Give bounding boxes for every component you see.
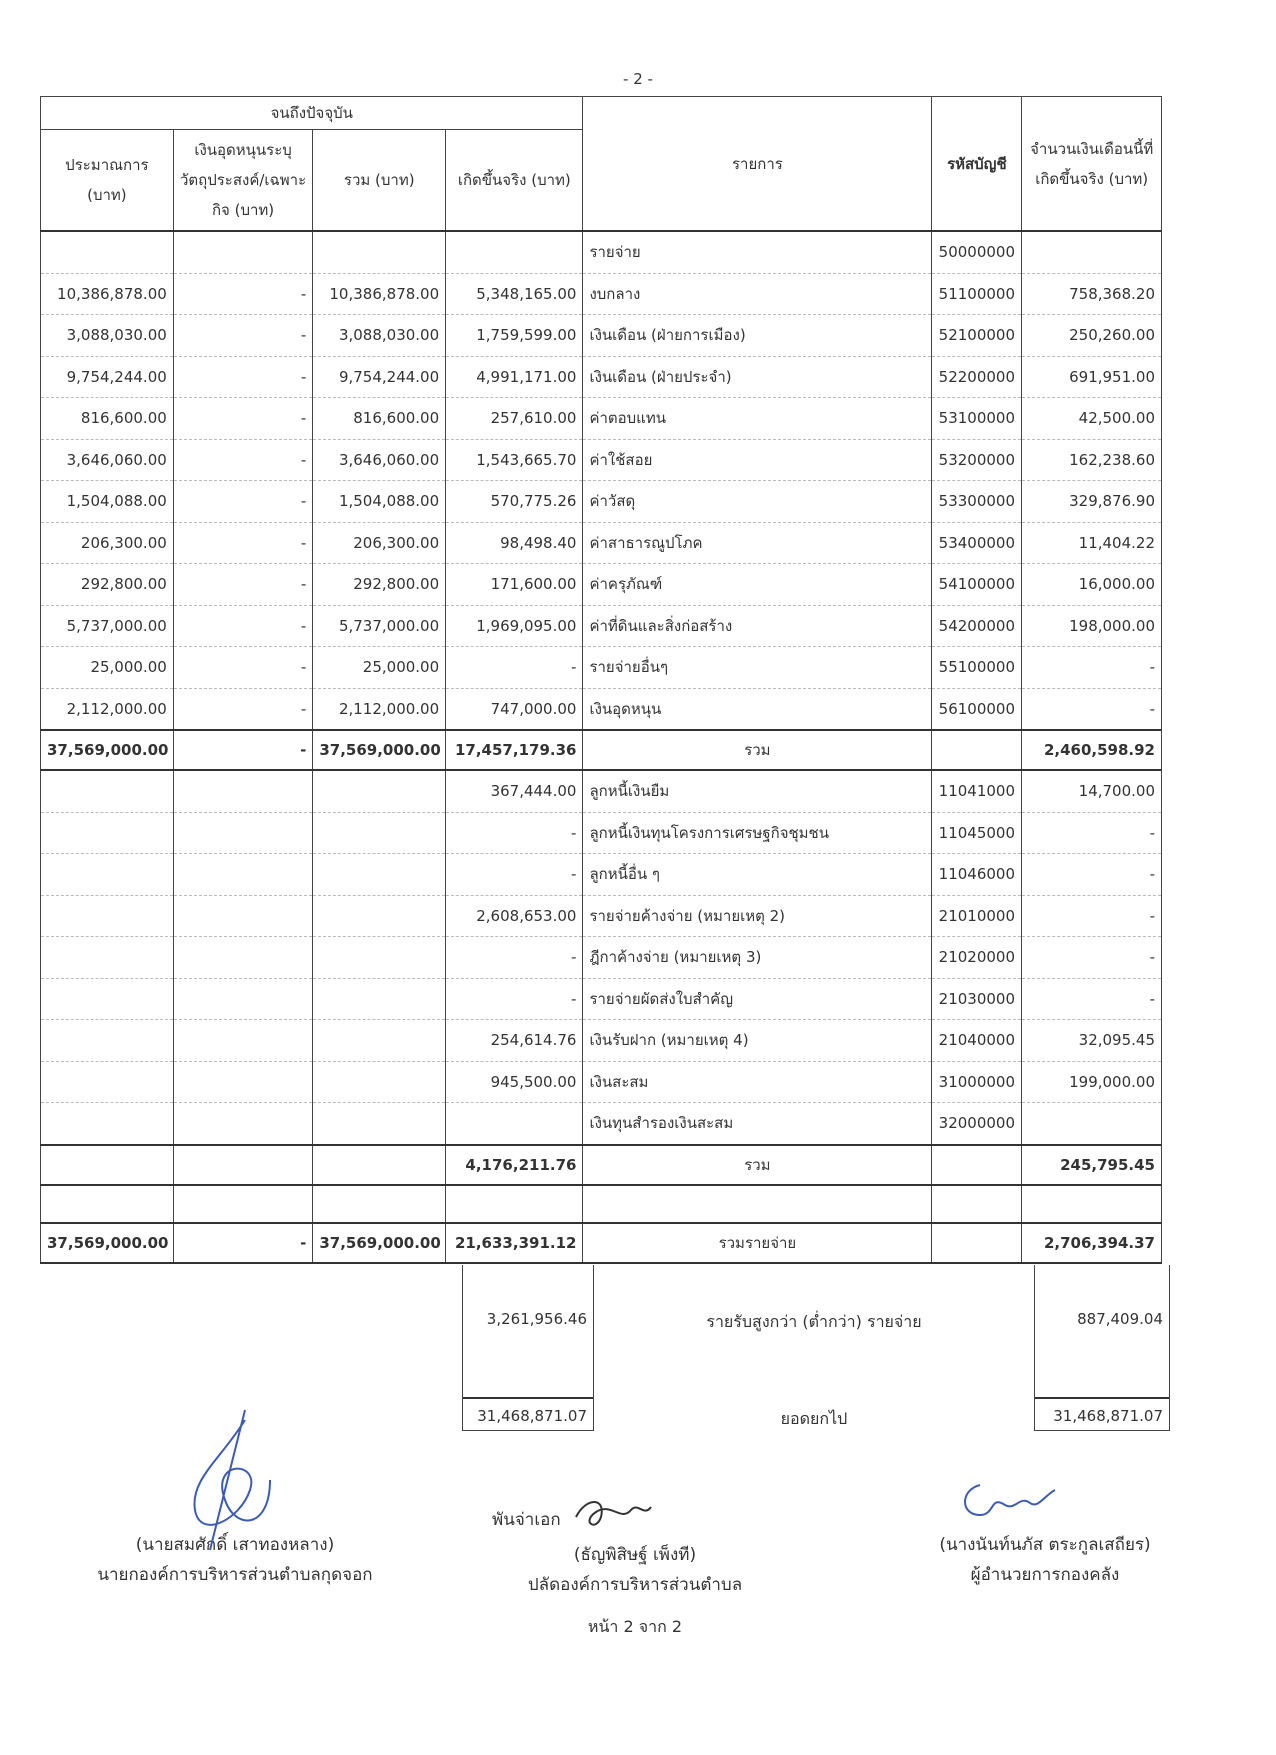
total-cell: 816,600.00 <box>313 398 446 440</box>
empty-cell <box>313 812 446 854</box>
actual-cell: - <box>446 854 583 896</box>
estimate-column-header: ประมาณการ (บาท) <box>41 130 174 232</box>
total-label-cell: รวม <box>583 1145 932 1185</box>
item-cell: เงินอุดหนุน <box>583 688 932 730</box>
signature-block-finance <box>880 1530 1210 1590</box>
empty-cell <box>173 1020 313 1062</box>
empty-cell <box>173 1145 313 1185</box>
actual-column-header: เกิดขึ้นจริง (บาท) <box>446 130 583 232</box>
month-cell: - <box>1022 812 1162 854</box>
total-cell: 2,112,000.00 <box>313 688 446 730</box>
other-row <box>41 895 1162 937</box>
total-cell: 5,737,000.00 <box>313 605 446 647</box>
empty-cell <box>41 1020 174 1062</box>
finance-title: ผู้อำนวยการกองคลัง <box>970 1565 1120 1585</box>
empty-cell <box>173 770 313 812</box>
code-cell: 11045000 <box>932 812 1022 854</box>
summary-block <box>462 1265 1172 1430</box>
code-cell: 51100000 <box>932 273 1022 315</box>
estimate-cell: 1,504,088.00 <box>41 481 174 523</box>
estimate-cell: 10,386,878.00 <box>41 273 174 315</box>
total-cell: 25,000.00 <box>313 647 446 689</box>
expense-header-row <box>41 231 1162 273</box>
actual-cell: 1,969,095.00 <box>446 605 583 647</box>
page-footer: หน้า 2 จาก 2 <box>587 1617 683 1636</box>
code-cell: 52100000 <box>932 315 1022 357</box>
actual-cell: 257,610.00 <box>446 398 583 440</box>
actual-cell: - <box>446 812 583 854</box>
month-cell: - <box>1022 895 1162 937</box>
empty-cell <box>313 1020 446 1062</box>
estimate-cell: 206,300.00 <box>41 522 174 564</box>
total-cell: 1,504,088.00 <box>313 481 446 523</box>
subsidy-cell: - <box>173 564 313 606</box>
item-cell: ค่าสาธารณูปโภค <box>583 522 932 564</box>
code-cell: 53100000 <box>932 398 1022 440</box>
empty-cell <box>41 937 174 979</box>
empty-cell <box>173 1185 313 1223</box>
grand-total-label-cell: รวมรายจ่าย <box>583 1223 932 1263</box>
item-column-header: รายการ <box>583 97 932 232</box>
other-row <box>41 812 1162 854</box>
item-cell: ลูกหนี้เงินทุนโครงการเศรษฐกิจชุมชน <box>583 812 932 854</box>
empty-cell <box>173 937 313 979</box>
mayor-title: นายกองค์การบริหารส่วนตำบลกุดจอก <box>97 1565 373 1585</box>
empty-cell <box>446 1185 583 1223</box>
actual-cell: 367,444.00 <box>446 770 583 812</box>
actual-total-cell: 17,457,179.36 <box>446 730 583 770</box>
empty-cell <box>446 231 583 273</box>
estimate-cell: 292,800.00 <box>41 564 174 606</box>
total-cell: 10,386,878.00 <box>313 273 446 315</box>
code-cell: 53300000 <box>932 481 1022 523</box>
month-cell: 11,404.22 <box>1022 522 1162 564</box>
expense-row <box>41 315 1162 357</box>
code-cell: 54200000 <box>932 605 1022 647</box>
empty-cell <box>41 231 174 273</box>
total-total-cell: 37,569,000.00 <box>313 730 446 770</box>
other-row <box>41 978 1162 1020</box>
actual-cell: 4,991,171.00 <box>446 356 583 398</box>
code-cell: 56100000 <box>932 688 1022 730</box>
surplus-month: 887,409.04 <box>1077 1310 1163 1328</box>
code-cell: 52200000 <box>932 356 1022 398</box>
code-cell: 21030000 <box>932 978 1022 1020</box>
empty-cell <box>313 895 446 937</box>
other-total-row <box>41 1145 1162 1185</box>
item-cell: รายจ่ายค้างจ่าย (หมายเหตุ 2) <box>583 895 932 937</box>
empty-cell <box>41 1185 174 1223</box>
actual-cell: 98,498.40 <box>446 522 583 564</box>
item-cell: ค่าตอบแทน <box>583 398 932 440</box>
month-cell: 758,368.20 <box>1022 273 1162 315</box>
empty-cell <box>1022 1185 1162 1223</box>
expense-row <box>41 605 1162 647</box>
empty-cell <box>313 1061 446 1103</box>
empty-cell <box>313 231 446 273</box>
chief-rank: พันจ่าเอก <box>470 1500 800 1540</box>
item-cell: ค่าใช้สอย <box>583 439 932 481</box>
item-cell: เงินทุนสำรองเงินสะสม <box>583 1103 932 1145</box>
summary-divider <box>463 1397 593 1399</box>
estimate-total-cell: 37,569,000.00 <box>41 730 174 770</box>
empty-cell <box>41 812 174 854</box>
expense-row <box>41 647 1162 689</box>
month-cell: - <box>1022 688 1162 730</box>
actual-cell: 570,775.26 <box>446 481 583 523</box>
item-cell: ค่าที่ดินและสิ่งก่อสร้าง <box>583 605 932 647</box>
actual-cell: 171,600.00 <box>446 564 583 606</box>
page-number-top: - 2 - <box>623 70 653 88</box>
month-cell: 250,260.00 <box>1022 315 1162 357</box>
month-cell: 198,000.00 <box>1022 605 1162 647</box>
total-cell: 3,646,060.00 <box>313 439 446 481</box>
actual-cell <box>446 1103 583 1145</box>
spacer-row <box>41 1185 1162 1223</box>
empty-cell <box>41 1145 174 1185</box>
empty-cell <box>313 978 446 1020</box>
code-cell: 21020000 <box>932 937 1022 979</box>
subsidy-cell: - <box>173 647 313 689</box>
empty-cell <box>41 854 174 896</box>
item-cell: เงินเดือน (ฝ่ายการเมือง) <box>583 315 932 357</box>
month-grand-total-cell: 2,706,394.37 <box>1022 1223 1162 1263</box>
actual-cell: 5,348,165.00 <box>446 273 583 315</box>
subsidy-column-header: เงินอุดหนุนระบุวัตถุประสงค์/เฉพาะกิจ (บาท) <box>173 130 313 232</box>
surplus-label: รายรับสูงกว่า (ต่ำกว่า) รายจ่าย <box>706 1312 922 1331</box>
empty-cell <box>41 1103 174 1145</box>
month-cell: - <box>1022 854 1162 896</box>
other-row <box>41 854 1162 896</box>
surplus-actual: 3,261,956.46 <box>486 1310 587 1328</box>
subsidy-cell: - <box>173 605 313 647</box>
subsidy-cell: - <box>173 273 313 315</box>
empty-cell <box>41 978 174 1020</box>
item-cell: งบกลาง <box>583 273 932 315</box>
month-cell: 329,876.90 <box>1022 481 1162 523</box>
estimate-grand-total-cell: 37,569,000.00 <box>41 1223 174 1263</box>
month-cell: 691,951.00 <box>1022 356 1162 398</box>
actual-cell: 1,759,599.00 <box>446 315 583 357</box>
month-column-header: จำนวนเงินเดือนนี้ที่เกิดขึ้นจริง (บาท) <box>1022 97 1162 232</box>
total-cell: 206,300.00 <box>313 522 446 564</box>
carry-actual: 31,468,871.07 <box>477 1407 587 1425</box>
summary-actual-box <box>462 1265 594 1431</box>
empty-cell <box>41 770 174 812</box>
other-row <box>41 1103 1162 1145</box>
total-cell: 3,088,030.00 <box>313 315 446 357</box>
subsidy-cell: - <box>173 356 313 398</box>
estimate-cell: 2,112,000.00 <box>41 688 174 730</box>
empty-cell <box>1022 231 1162 273</box>
summary-divider <box>1035 1397 1169 1399</box>
empty-cell <box>173 854 313 896</box>
estimate-cell: 5,737,000.00 <box>41 605 174 647</box>
other-row <box>41 937 1162 979</box>
actual-grand-total-cell: 21,633,391.12 <box>446 1223 583 1263</box>
other-row <box>41 1020 1162 1062</box>
code-cell: 32000000 <box>932 1103 1022 1145</box>
month-cell: 162,238.60 <box>1022 439 1162 481</box>
actual-cell: - <box>446 647 583 689</box>
empty-cell <box>173 812 313 854</box>
total-column-header: รวม (บาท) <box>313 130 446 232</box>
empty-cell <box>173 231 313 273</box>
actual-cell: - <box>446 937 583 979</box>
code-cell: 54100000 <box>932 564 1022 606</box>
summary-month-box <box>1034 1265 1170 1431</box>
expense-row <box>41 439 1162 481</box>
month-cell: - <box>1022 647 1162 689</box>
expense-header-code: 50000000 <box>932 231 1022 273</box>
code-cell: 53200000 <box>932 439 1022 481</box>
item-cell: รายจ่ายผัดส่งใบสำคัญ <box>583 978 932 1020</box>
empty-cell <box>313 854 446 896</box>
subsidy-cell: - <box>173 315 313 357</box>
code-cell: 31000000 <box>932 1061 1022 1103</box>
estimate-cell: 25,000.00 <box>41 647 174 689</box>
code-cell: 11041000 <box>932 770 1022 812</box>
expense-row <box>41 522 1162 564</box>
actual-cell: 254,614.76 <box>446 1020 583 1062</box>
expense-row <box>41 481 1162 523</box>
empty-cell <box>41 895 174 937</box>
expense-header-label: รายจ่าย <box>583 231 932 273</box>
handwritten-signature-icon <box>150 1400 310 1560</box>
mayor-name: (นายสมศักดิ์ เสาทองหลาง) <box>135 1535 335 1555</box>
code-cell: 11046000 <box>932 854 1022 896</box>
expense-row <box>41 356 1162 398</box>
subsidy-grand-total-cell: - <box>173 1223 313 1263</box>
grand-total-row <box>41 1223 1162 1263</box>
total-label-cell: รวม <box>583 730 932 770</box>
other-row <box>41 770 1162 812</box>
item-cell: รายจ่ายอื่นๆ <box>583 647 932 689</box>
total-cell: 9,754,244.00 <box>313 356 446 398</box>
actual-cell: 945,500.00 <box>446 1061 583 1103</box>
to-date-group-header: จนถึงปัจจุบัน <box>41 97 583 130</box>
item-cell: ลูกหนี้อื่น ๆ <box>583 854 932 896</box>
empty-cell <box>173 1103 313 1145</box>
other-row <box>41 1061 1162 1103</box>
month-cell: 32,095.45 <box>1022 1020 1162 1062</box>
code-cell: 55100000 <box>932 647 1022 689</box>
subsidy-cell: - <box>173 398 313 440</box>
handwritten-signature-icon <box>566 1492 656 1532</box>
code-cell: 53400000 <box>932 522 1022 564</box>
signature-block-mayor <box>70 1530 400 1590</box>
item-cell: ค่าวัสดุ <box>583 481 932 523</box>
month-cell: 42,500.00 <box>1022 398 1162 440</box>
item-cell: เงินเดือน (ฝ่ายประจำ) <box>583 356 932 398</box>
empty-cell <box>173 895 313 937</box>
expense-row <box>41 273 1162 315</box>
month-cell: 199,000.00 <box>1022 1061 1162 1103</box>
subsidy-cell: - <box>173 481 313 523</box>
empty-cell <box>932 1185 1022 1223</box>
actual-cell: - <box>446 978 583 1020</box>
empty-cell <box>41 1061 174 1103</box>
code-cell: 21040000 <box>932 1020 1022 1062</box>
actual-total-cell: 4,176,211.76 <box>446 1145 583 1185</box>
empty-cell <box>173 1061 313 1103</box>
item-cell: ฎีกาค้างจ่าย (หมายเหตุ 3) <box>583 937 932 979</box>
chief-title: ปลัดองค์การบริหารส่วนตำบล <box>527 1575 743 1595</box>
carry-label: ยอดยกไป <box>780 1409 848 1428</box>
subsidy-total-cell: - <box>173 730 313 770</box>
signature-block-chief <box>470 1500 800 1642</box>
expense-row <box>41 688 1162 730</box>
empty-cell <box>313 1145 446 1185</box>
finance-name: (นางนันท์นภัส ตระกูลเสถียร) <box>939 1535 1151 1555</box>
total-grand-total-cell: 37,569,000.00 <box>313 1223 446 1263</box>
month-cell <box>1022 1103 1162 1145</box>
actual-cell: 747,000.00 <box>446 688 583 730</box>
month-cell: - <box>1022 978 1162 1020</box>
month-cell: 16,000.00 <box>1022 564 1162 606</box>
empty-cell <box>932 730 1022 770</box>
empty-cell <box>932 1223 1022 1263</box>
subsidy-cell: - <box>173 522 313 564</box>
estimate-cell: 3,646,060.00 <box>41 439 174 481</box>
month-cell: - <box>1022 937 1162 979</box>
empty-cell <box>173 978 313 1020</box>
item-cell: เงินรับฝาก (หมายเหตุ 4) <box>583 1020 932 1062</box>
chief-name: (ธัญพิสิษฐ์ เพ็งที) <box>573 1545 697 1565</box>
estimate-cell: 816,600.00 <box>41 398 174 440</box>
empty-cell <box>583 1185 932 1223</box>
month-total-cell: 245,795.45 <box>1022 1145 1162 1185</box>
empty-cell <box>313 1185 446 1223</box>
code-column-header: รหัสบัญชี <box>932 97 1022 232</box>
actual-cell: 1,543,665.70 <box>446 439 583 481</box>
empty-cell <box>313 770 446 812</box>
item-cell: ลูกหนี้เงินยืม <box>583 770 932 812</box>
expense-row <box>41 564 1162 606</box>
handwritten-signature-icon <box>950 1475 1060 1525</box>
empty-cell <box>313 1103 446 1145</box>
empty-cell <box>932 1145 1022 1185</box>
expense-row <box>41 398 1162 440</box>
expense-total-row <box>41 730 1162 770</box>
expense-table <box>40 96 1162 1264</box>
month-total-cell: 2,460,598.92 <box>1022 730 1162 770</box>
subsidy-cell: - <box>173 439 313 481</box>
total-cell: 292,800.00 <box>313 564 446 606</box>
actual-cell: 2,608,653.00 <box>446 895 583 937</box>
carry-month: 31,468,871.07 <box>1053 1407 1163 1425</box>
estimate-cell: 3,088,030.00 <box>41 315 174 357</box>
subsidy-cell: - <box>173 688 313 730</box>
item-cell: เงินสะสม <box>583 1061 932 1103</box>
empty-cell <box>313 937 446 979</box>
estimate-cell: 9,754,244.00 <box>41 356 174 398</box>
code-cell: 21010000 <box>932 895 1022 937</box>
month-cell: 14,700.00 <box>1022 770 1162 812</box>
item-cell: ค่าครุภัณฑ์ <box>583 564 932 606</box>
